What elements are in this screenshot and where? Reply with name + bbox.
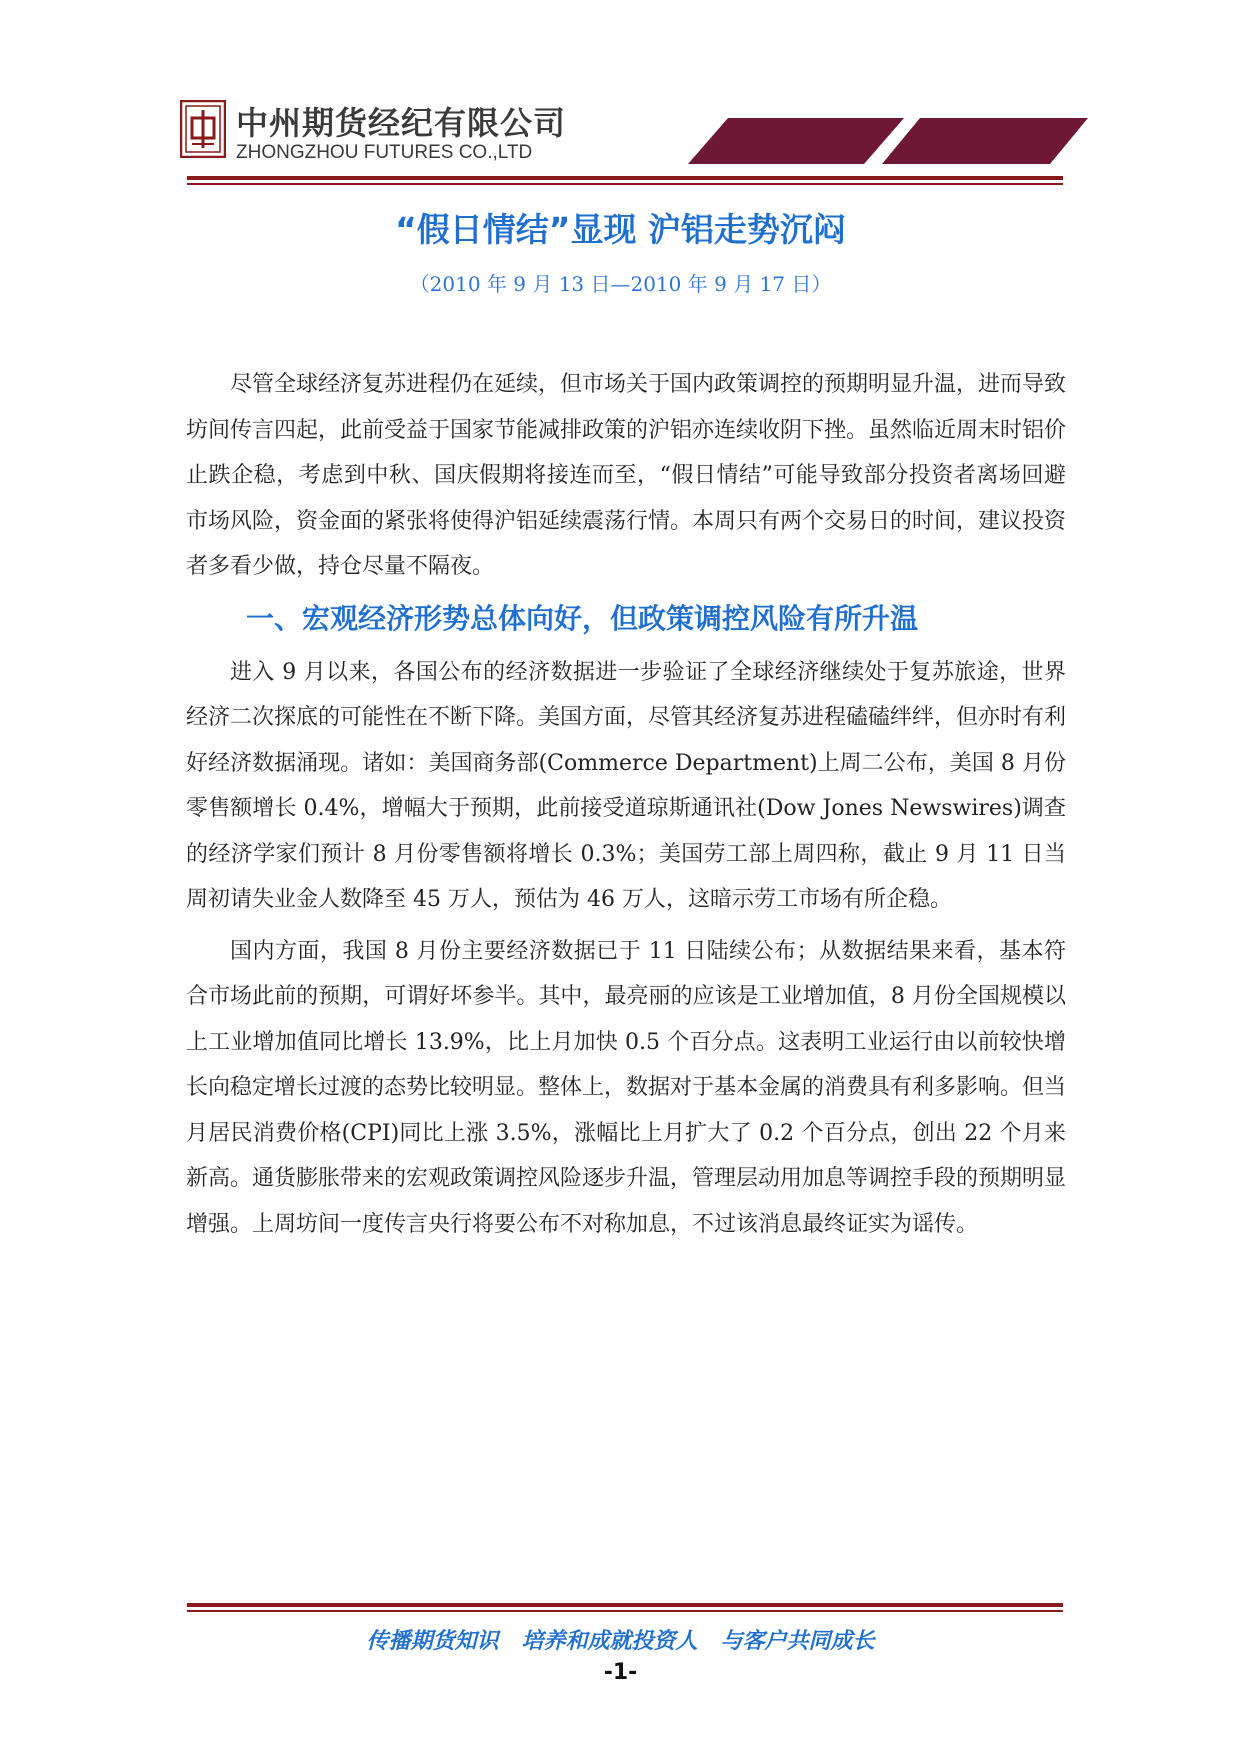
article-body [186, 362, 1066, 1247]
zhongzhou-logo-icon [180, 100, 226, 158]
company-name-cn: 中州期货经纪有限公司 [236, 104, 567, 142]
page-title: “假日情结”显现 沪铝走势沉闷 [395, 210, 846, 249]
footer-slogan: 传播期货知识 培养和成就投资人 与客户共同成长 [366, 1629, 875, 1654]
section-paragraph-2: 国内方面，我国 8 月份主要经济数据已于 11 日陆续公布；从数据结果来看，基本符合市场此前的预期，可谓好坏参半。其中，最亮丽的应该是工业增加值，8 月份全国规模以上工业增加值同比增长 13.9%，比上月加快 0.5 个百分点。这表明工业运行由以前较快增长向稳定增长过渡的态势比较明显。整体上，数据对于基本金属的消费具有利多影响。但当月居民消费价格(CPI)同比上涨 3.5%，涨幅比上月扩大了 0.2 个百分点，创出 22 个月来新高。通货膨胀带来的宏观政策调控风险逐步升温，管理层动用加息等调控手段的预期明显增强。上周坊间一度传言央行将要公布不对称加息，不过该消息最终证实为谣传。 [186, 938, 1067, 1237]
header-divider-thin [187, 183, 1063, 185]
footer-divider-thin [187, 1610, 1063, 1612]
page-header [0, 0, 1241, 200]
footer-divider [187, 1603, 1063, 1607]
header-decoration [688, 118, 1088, 164]
section-heading: 一、宏观经济形势总体向好，但政策调控风险有所升温 [246, 601, 919, 635]
date-range: （2010 年 9 月 13 日—2010 年 9 月 17 日） [409, 272, 832, 296]
section-paragraph-1: 进入 9 月以来，各国公布的经济数据进一步验证了全球经济继续处于复苏旅途，世界经济二次探底的可能性在不断下降。美国方面，尽管其经济复苏进程磕磕绊绊，但亦时有利好经济数据涌现。诸如：美国商务部(Commerce Department)上周二公布，美国 8 月份零售额增长 0.4%，增幅大于预期，此前接受道琼斯通讯社(Dow Jones Newswires)调查的经济学家们预计 8 月份零售额将增长 0.3%；美国劳工部上周四称，截止 9 月 11 日当周初请失业金人数降至 45 万人，预估为 46 万人，这暗示劳工市场有所企稳。 [186, 659, 1067, 912]
page-number: -1- [603, 1660, 638, 1685]
header-divider [187, 176, 1063, 180]
company-name-en: ZHONGZHOU FUTURES CO.,LTD [236, 142, 533, 163]
intro-paragraph: 尽管全球经济复苏进程仍在延续，但市场关于国内政策调控的预期明显升温，进而导致坊间传言四起，此前受益于国家节能减排政策的沪铝亦连续收阴下挫。虽然临近周末时铝价止跌企稳，考虑到中秋、国庆假期将接连而至，“假日情结”可能导致部分投资者离场回避市场风险，资金面的紧张将使得沪铝延续震荡行情。本周只有两个交易日的时间，建议投资者多看少做，持仓尽量不隔夜。 [186, 372, 1067, 579]
